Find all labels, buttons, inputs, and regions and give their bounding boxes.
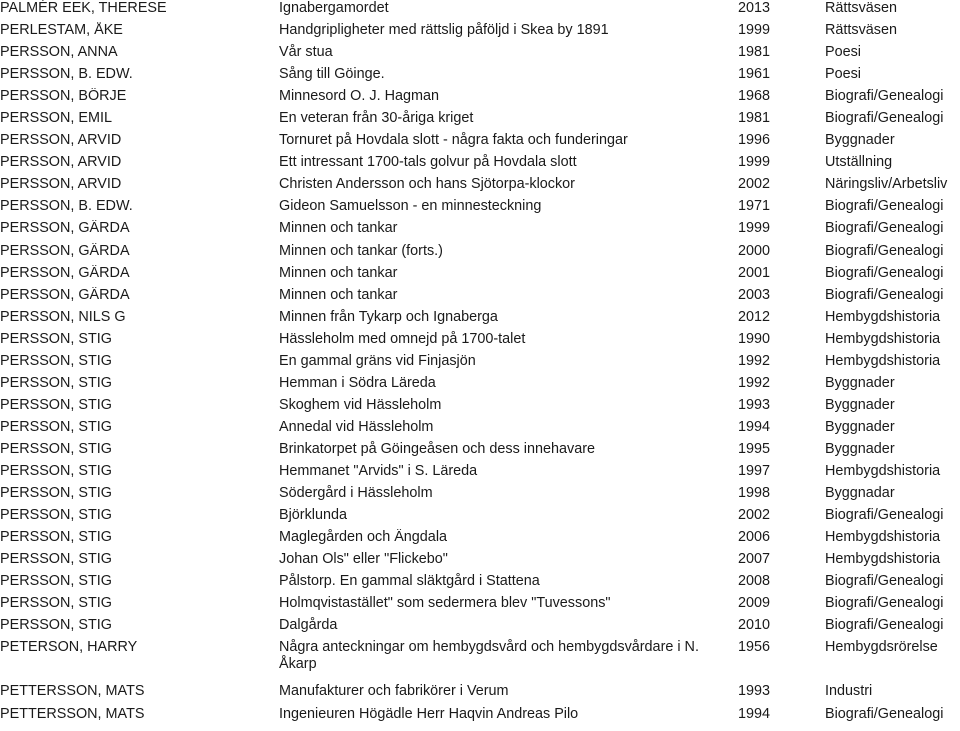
author-cell: PERSSON, STIG — [0, 374, 112, 391]
author-cell: PERSSON, STIG — [0, 352, 112, 369]
year-cell: 1993 — [738, 683, 771, 700]
year-cell: 1998 — [738, 485, 771, 502]
category-cell: Hembygdshistoria — [825, 529, 941, 546]
author-cell: PERLESTAM, ÅKE — [0, 22, 123, 39]
category-cell: Byggnader — [825, 396, 895, 413]
title-cell: Ett intressant 1700-tals golvur på Hovdala slott — [279, 154, 577, 171]
title-cell: Minnen och tankar — [279, 220, 398, 237]
title-cell: Hemman i Södra Läreda — [279, 374, 436, 391]
table-row — [0, 22, 960, 44]
title-cell: Tornuret på Hovdala slott - några fakta och funderingar — [279, 132, 628, 149]
table-row — [0, 485, 960, 507]
category-cell: Biografi/Genealogi — [825, 242, 944, 259]
category-cell: Hembygdshistoria — [825, 462, 941, 479]
category-cell: Hembygdshistoria — [825, 308, 941, 325]
table-row — [0, 265, 960, 287]
title-cell: Ignabergamordet — [279, 0, 389, 16]
table-row — [0, 573, 960, 595]
table-row — [0, 441, 960, 463]
year-cell: 2001 — [738, 264, 771, 281]
category-cell: Biografi/Genealogi — [825, 573, 944, 590]
table-row — [0, 220, 960, 242]
year-cell: 2009 — [738, 595, 771, 612]
author-cell: PETTERSSON, MATS — [0, 683, 145, 700]
author-cell: PERSSON, EMIL — [0, 110, 112, 127]
author-cell: PERSSON, ARVID — [0, 132, 122, 149]
title-cell: Södergård i Hässleholm — [279, 485, 433, 502]
year-cell: 2007 — [738, 551, 771, 568]
table-row — [0, 683, 960, 705]
author-cell: PERSSON, GÄRDA — [0, 242, 130, 259]
title-cell: Minnen och tankar (forts.) — [279, 242, 443, 259]
author-cell: PERSSON, ARVID — [0, 154, 122, 171]
year-cell: 1999 — [738, 154, 771, 171]
category-cell: Biografi/Genealogi — [825, 264, 944, 281]
author-cell: PERSSON, BÖRJE — [0, 88, 127, 105]
year-cell: 2000 — [738, 242, 771, 259]
table-row — [0, 287, 960, 309]
author-cell: PERSSON, B. EDW. — [0, 66, 133, 83]
title-cell: Sång till Göinge. — [279, 66, 385, 83]
category-cell: Byggnader — [825, 132, 895, 149]
title-cell: Handgripligheter med rättslig påföljd i Skea by 1891 — [279, 22, 609, 39]
author-cell: PETERSON, HARRY — [0, 639, 138, 656]
year-cell: 1992 — [738, 352, 771, 369]
table-row — [0, 507, 960, 529]
table-row — [0, 88, 960, 110]
table-row — [0, 176, 960, 198]
category-cell: Utställning — [825, 154, 893, 171]
category-cell: Byggnadar — [825, 485, 895, 502]
table-row — [0, 639, 960, 683]
table-row — [0, 0, 960, 22]
table-row — [0, 397, 960, 419]
table-row — [0, 198, 960, 220]
author-cell: PERSSON, STIG — [0, 462, 112, 479]
year-cell: 2002 — [738, 176, 771, 193]
title-cell: Vår stua — [279, 44, 333, 61]
table-row — [0, 132, 960, 154]
author-cell: PERSSON, ARVID — [0, 176, 122, 193]
author-cell: PERSSON, GÄRDA — [0, 286, 130, 303]
table-row — [0, 595, 960, 617]
category-cell: Biografi/Genealogi — [825, 88, 944, 105]
year-cell: 1961 — [738, 66, 771, 83]
title-cell: Minnesord O. J. Hagman — [279, 88, 439, 105]
author-cell: PERSSON, STIG — [0, 418, 112, 435]
author-cell: PERSSON, STIG — [0, 551, 112, 568]
year-cell: 1997 — [738, 462, 771, 479]
author-cell: PERSSON, GÄRDA — [0, 220, 130, 237]
year-cell: 1956 — [738, 639, 771, 656]
title-cell: En veteran från 30-åriga kriget — [279, 110, 474, 127]
author-cell: PALMÉR EEK, THERESE — [0, 0, 167, 16]
title-cell: Holmqvistastället" som sedermera blev "Tuvessons" — [279, 595, 611, 612]
category-cell: Biografi/Genealogi — [825, 595, 944, 612]
title-cell: Hemmanet "Arvids" i S. Läreda — [279, 462, 478, 479]
table-row — [0, 706, 960, 728]
category-cell: Poesi — [825, 66, 861, 83]
title-cell: Annedal vid Hässleholm — [279, 418, 434, 435]
year-cell: 2002 — [738, 507, 771, 524]
category-cell: Hembygdshistoria — [825, 352, 941, 369]
title-cell: Maglegården och Ängdala — [279, 529, 448, 546]
title-cell: En gammal gräns vid Finjasjön — [279, 352, 476, 369]
title-cell: Christen Andersson och hans Sjötorpa-klockor — [279, 176, 575, 193]
author-cell: PERSSON, STIG — [0, 595, 112, 612]
title-cell: Brinkatorpet på Göingeåsen och dess innehavare — [279, 440, 596, 457]
table-row — [0, 551, 960, 573]
author-cell: PERSSON, STIG — [0, 330, 112, 347]
author-cell: PERSSON, STIG — [0, 396, 112, 413]
author-cell: PERSSON, STIG — [0, 485, 112, 502]
author-cell: PETTERSSON, MATS — [0, 705, 145, 722]
category-cell: Byggnader — [825, 418, 895, 435]
category-cell: Biografi/Genealogi — [825, 705, 944, 722]
year-cell: 1995 — [738, 440, 771, 457]
table-row — [0, 617, 960, 639]
title-cell: Gideon Samuelsson - en minnesteckning — [279, 198, 542, 215]
table-row — [0, 110, 960, 132]
category-cell: Rättsväsen — [825, 22, 897, 39]
year-cell: 1990 — [738, 330, 771, 347]
category-cell: Industri — [825, 683, 873, 700]
year-cell: 1994 — [738, 705, 771, 722]
title-cell: Minnen från Tykarp och Ignaberga — [279, 308, 498, 325]
category-cell: Biografi/Genealogi — [825, 286, 944, 303]
table-row — [0, 44, 960, 66]
author-cell: PERSSON, STIG — [0, 617, 112, 634]
year-cell: 1992 — [738, 374, 771, 391]
year-cell: 1996 — [738, 132, 771, 149]
table-row — [0, 529, 960, 551]
table-row — [0, 331, 960, 353]
author-cell: PERSSON, GÄRDA — [0, 264, 130, 281]
year-cell: 2003 — [738, 286, 771, 303]
title-cell: Några anteckningar om hembygdsvård och hembygdsvårdare i N. Åkarp — [279, 639, 699, 673]
year-cell: 2006 — [738, 529, 771, 546]
title-cell: Minnen och tankar — [279, 286, 398, 303]
year-cell: 1999 — [738, 220, 771, 237]
category-cell: Biografi/Genealogi — [825, 507, 944, 524]
author-cell: PERSSON, ANNA — [0, 44, 118, 61]
category-cell: Hembygdshistoria — [825, 330, 941, 347]
table-row — [0, 463, 960, 485]
category-cell: Biografi/Genealogi — [825, 198, 944, 215]
author-cell: PERSSON, STIG — [0, 507, 112, 524]
table-row — [0, 243, 960, 265]
title-cell: Ingenieuren Högädle Herr Haqvin Andreas Pilo — [279, 705, 579, 722]
author-cell: PERSSON, STIG — [0, 440, 112, 457]
category-cell: Hembygdshistoria — [825, 551, 941, 568]
year-cell: 2008 — [738, 573, 771, 590]
year-cell: 2012 — [738, 308, 771, 325]
title-cell: Björklunda — [279, 507, 347, 524]
table-row — [0, 375, 960, 397]
category-cell: Poesi — [825, 44, 861, 61]
title-cell: Skoghem vid Hässleholm — [279, 396, 442, 413]
year-cell: 1981 — [738, 110, 771, 127]
table-row — [0, 66, 960, 88]
title-cell: Pålstorp. En gammal släktgård i Stattena — [279, 573, 540, 590]
category-cell: Näringsliv/Arbetsliv — [825, 176, 948, 193]
author-cell: PERSSON, STIG — [0, 529, 112, 546]
title-cell: Hässleholm med omnejd på 1700-talet — [279, 330, 526, 347]
table-row — [0, 309, 960, 331]
table-row — [0, 419, 960, 441]
title-cell: Dalgårda — [279, 617, 338, 634]
year-cell: 1981 — [738, 44, 771, 61]
year-cell: 1999 — [738, 22, 771, 39]
category-cell: Hembygdsrörelse — [825, 639, 938, 656]
author-cell: PERSSON, NILS G — [0, 308, 126, 325]
title-cell: Johan Ols" eller "Flickebo" — [279, 551, 448, 568]
category-cell: Byggnader — [825, 374, 895, 391]
table-row — [0, 353, 960, 375]
category-cell: Byggnader — [825, 440, 895, 457]
year-cell: 2010 — [738, 617, 771, 634]
year-cell: 2013 — [738, 0, 771, 16]
category-cell: Rättsväsen — [825, 0, 897, 16]
year-cell: 1971 — [738, 198, 771, 215]
year-cell: 1994 — [738, 418, 771, 435]
year-cell: 1993 — [738, 396, 771, 413]
category-cell: Biografi/Genealogi — [825, 110, 944, 127]
author-cell: PERSSON, B. EDW. — [0, 198, 133, 215]
title-cell: Minnen och tankar — [279, 264, 398, 281]
author-cell: PERSSON, STIG — [0, 573, 112, 590]
category-cell: Biografi/Genealogi — [825, 617, 944, 634]
table-row — [0, 154, 960, 176]
year-cell: 1968 — [738, 88, 771, 105]
category-cell: Biografi/Genealogi — [825, 220, 944, 237]
title-cell: Manufakturer och fabrikörer i Verum — [279, 683, 509, 700]
